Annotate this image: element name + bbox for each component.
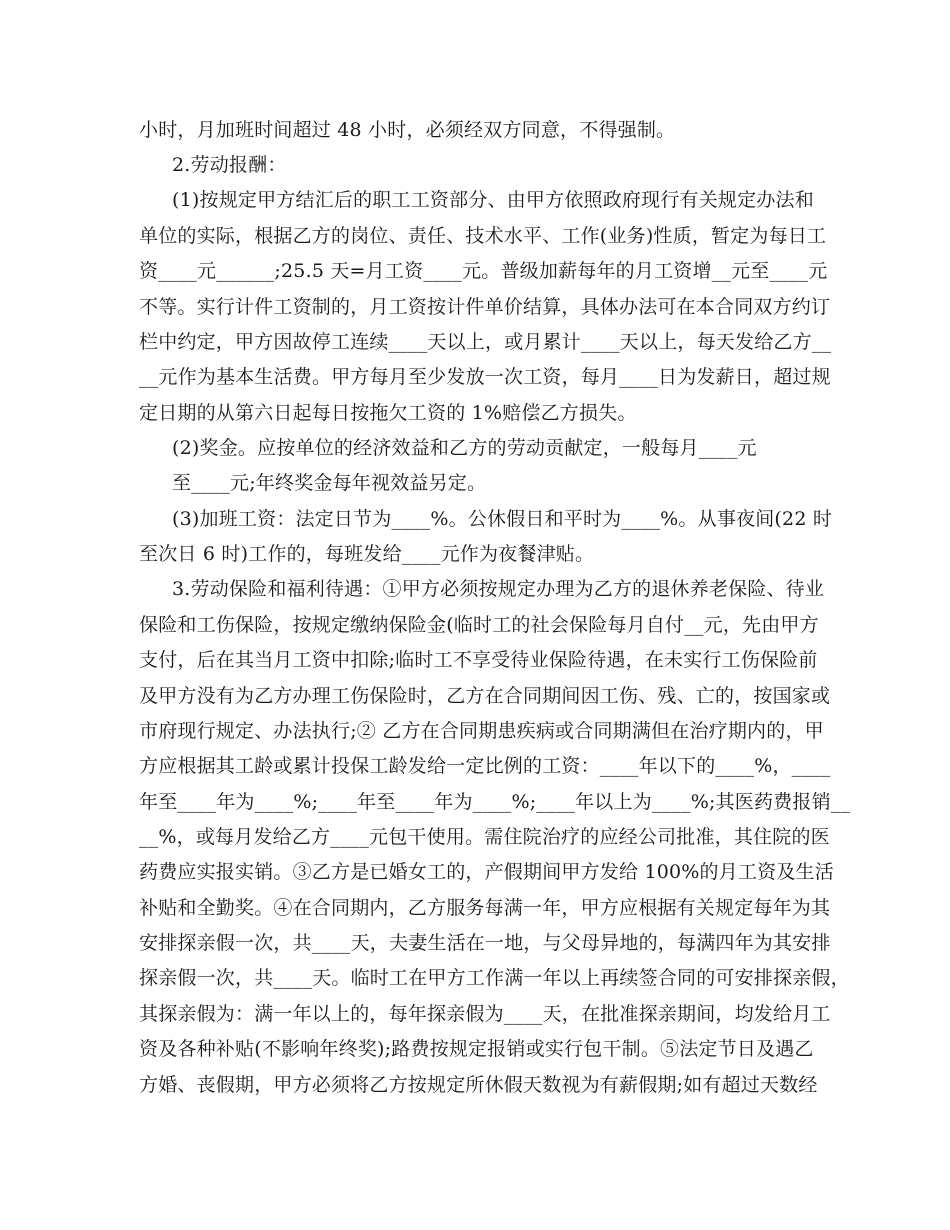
text-line: 药费应实报实销。③乙方是已婚女工的，产假期间甲方发给 100%的月工资及生活 [139, 861, 834, 883]
text-line: __%，或每月发给乙方____元包干使用。需住院治疗的应经公司批准，其住院的医 [139, 826, 830, 848]
text-line: 市府现行规定、办法执行;② 乙方在合同期患疾病或合同期满但在治疗期内的，甲 [139, 720, 824, 742]
text-line: 方婚、丧假期，甲方必须将乙方按规定所休假天数视为有薪假期;如有超过天数经 [139, 1074, 818, 1096]
text-line: 不等。实行计件工资制的，月工资按计件单价结算，具体办法可在本合同双方约订 [139, 296, 831, 318]
text-line: 单位的实际，根据乙方的岗位、责任、技术水平、工作(业务)性质，暂定为每日工 [139, 225, 827, 247]
text-line: (1)按规定甲方结汇后的职工工资部分、由甲方依照政府现行有关规定办法和 [172, 189, 814, 211]
text-line: 支付，后在其当月工资中扣除;临时工不享受待业保险待遇，在未实行工伤保险前 [139, 649, 818, 671]
text-line: 资____元______;25.5 天=月工资____元。普级加薪每年的月工资增__元至____元 [139, 260, 828, 282]
section-heading: 3.劳动保险和福利待遇：①甲方必须按规定办理为乙方的退休养老保险、待业 [172, 578, 825, 600]
text-line: 小时，月加班时间超过 48 小时，必须经双方同意，不得强制。 [139, 119, 676, 141]
text-line: 资及各种补贴(不影响年终奖);路费按规定报销或实行包干制。⑤法定节日及遇乙 [139, 1038, 814, 1060]
text-line: __元作为基本生活费。甲方每月至少发放一次工资，每月____日为发薪日，超过规 [139, 366, 831, 388]
text-line: 方应根据其工龄或累计投保工龄发给一定比例的工资：____年以下的____%，____ [139, 755, 831, 777]
text-line: 保险和工伤保险，按规定缴纳保险金(临时工的社会保险每月自付__元，先由甲方 [139, 614, 819, 636]
text-line: 及甲方没有为乙方办理工伤保险时，乙方在合同期间因工伤、残、亡的，按国家或 [139, 685, 831, 707]
text-line: 其探亲假为：满一年以上的，每年探亲假为____天，在批准探亲期间，均发给月工 [139, 1003, 831, 1025]
text-line: 年至____年为____%;____年至____年为____%;____年以上为____%;其医药费报销__ [139, 791, 851, 813]
text-line: 至次日 6 时)工作的，每班发给____元作为夜餐津贴。 [139, 543, 595, 565]
text-line: 至____元;年终奖金每年视效益另定。 [172, 472, 487, 494]
text-line: 探亲假一次，共____天。临时工在甲方工作满一年以上再续签合同的可安排探亲假， [139, 967, 850, 989]
text-line: 定日期的从第六日起每日按拖欠工资的 1%赔偿乙方损失。 [139, 402, 637, 424]
text-line: (3)加班工资：法定日节为____%。公休假日和平时为____%。从事夜间(22 时 [172, 508, 833, 530]
section-heading: 2.劳动报酬： [172, 154, 287, 176]
text-line: (2)奖金。应按单位的经济效益和乙方的劳动贡献定，一般每月____元 [172, 437, 757, 459]
text-line: 安排探亲假一次，共____天，夫妻生活在一地，与父母异地的，每满四年为其安排 [139, 932, 831, 954]
text-line: 补贴和全勤奖。④在合同期内，乙方服务每满一年，甲方应根据有关规定每年为其 [139, 897, 831, 919]
text-line: 栏中约定，甲方因故停工连续____天以上，或月累计____天以上，每天发给乙方__ [139, 331, 832, 353]
